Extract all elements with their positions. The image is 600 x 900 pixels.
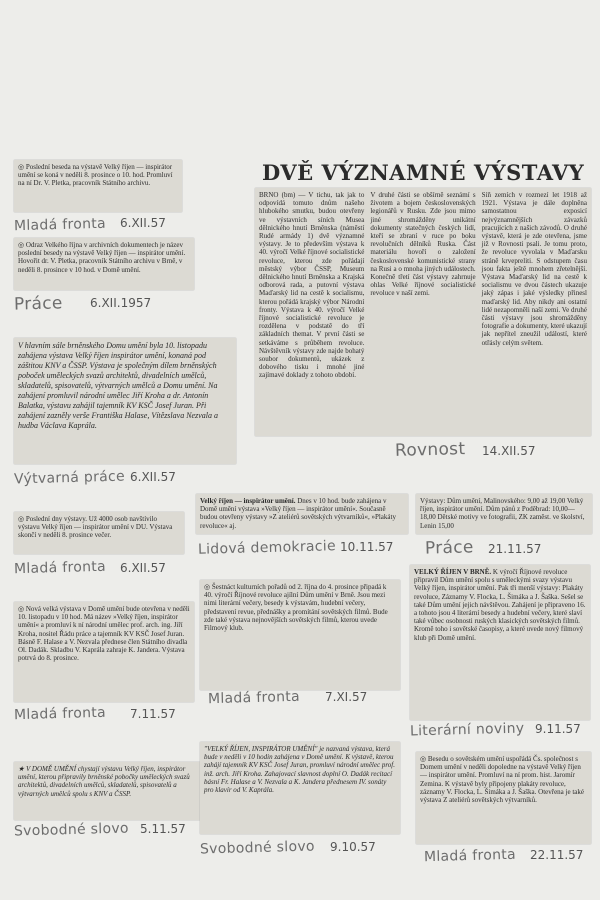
- clipping-4-source: Mladá fronta: [13, 558, 107, 578]
- clipping-5-date: 7.11.57: [130, 707, 176, 721]
- clipping-11-source: Literární noviny: [409, 720, 525, 740]
- clipping-3-source: Výtvarná práce: [13, 468, 126, 488]
- feature-date: 14.XII.57: [482, 444, 536, 458]
- clipping-11-date: 9.11.57: [535, 722, 581, 736]
- clipping-11: [410, 565, 590, 720]
- clipping-3: [14, 338, 236, 464]
- clipping-12-source: Svobodné slovo: [199, 838, 316, 858]
- clipping-10-source: Mladá fronta: [207, 688, 301, 708]
- clipping-2: [14, 238, 194, 290]
- clipping-4-date: 6.XII.57: [120, 561, 166, 575]
- clipping-9: [416, 494, 592, 534]
- clipping-2-source: Práce: [13, 293, 63, 315]
- clipping-5: [14, 602, 194, 702]
- clipping-13-date: 22.11.57: [530, 848, 584, 862]
- clipping-9-source: Práce: [424, 537, 474, 559]
- clipping-8-text: Dnes v 10 hod. bude zahájena v Domě umění výstava »Velký říjen — inspirátor umění«. Současně budou otevřeny výstavy »Z ateliérů sovětských výtvarníků«, »Plakáty revoluce« aj.: [200, 497, 396, 530]
- clipping-9-text: Výstavy: Dům umění, Malinovského: 9,00 až 19,00 Velký říjen, inspirátor umění. Dům pánů z Poděbrad: 10,00—18,00 Dětské motivy ve fotografii, ZK zaměst. ve školství, Lenin 15,00: [420, 497, 585, 530]
- feature-title: DVĚ VÝZNAMNÉ VÝSTAVY: [262, 160, 585, 185]
- feature-article: [255, 188, 591, 436]
- clipping-11-text: K výročí Říjnové revoluce připravil Dům umění spolu s uměleckými svazy výstavu Velký říjen, inspirátor umění. Pak tři menší výstavy: Plakáty revoluce, Záznamy V. Flocka, L. Šimáka a J. Šaška. Sešel se také Dům umění jejich návštěvou. Zahájení je připraveno 16. a tohoto jsou 4 literární besedy a hudební večery, které slaví také vůbec osobnosti ruských klasických sovětských filmů. Kromě toho i sovětské časopisy, a které uvede nový filmový klub při Domě umění.: [414, 568, 586, 642]
- feature-col-1: BRNO (bm) — V tichu, tak jak to odpovídá tomuto dnům našeho hlubokého smutku, budou otevřeny ve výstavních síních Musea dělnického hnutí Brněnska (náměstí Rudé armády 1) dvě významné výstavy. Je to především výstava k 40. výročí Velké říjnové socialistické revoluce, kterou zde pořádají městský výbor ČSSP, Museum dělnického hnutí Brněnska a Krajská odborová rada, a putovní výstava Maďarský lid na cestě k socialismu, kterou pořádá krajský výbor Národní fronty. Výstava k 40. výročí Velké říjnové socialistické revoluce je rozdělena v podstatě do tří základních themat. V první části se setkáváme s průběhem revoluce. Návštěvník výstavy zde najde bohatý soubor dokumentů, ukázek z dobového tisku i mnohé jiné zajímavé doklady z tohoto období.: [259, 191, 365, 380]
- clipping-9-date: 21.11.57: [488, 542, 542, 556]
- clipping-1-date: 6.XII.57: [120, 216, 166, 230]
- clipping-8-headline: Velký říjen — inspirátor umění.: [200, 497, 296, 505]
- clipping-6-source: Svobodné slovo: [13, 820, 130, 840]
- clipping-11-title: VELKÝ ŘÍJEN V BRNĚ.: [414, 568, 492, 576]
- clipping-3-date: 6.XII.57: [130, 470, 176, 484]
- clipping-8: [196, 494, 408, 534]
- feature-col-2: V druhé části se obšírně seznámí s životem a bojem československých legionářů v Rusku. Zde jsou mimo jiné shromážděny unikátní dokumenty statečných českých lidí, kteří se zbraní v ruce po boku revolučních dělníků Ruska. Část materiálu hovoří o založení československé komunistické strany na Rusi a o mnoha jiných událostech. Konečně třetí část výstavy zahrnuje ohlas Velké říjnové socialistické revoluce v naší zemi.: [370, 191, 476, 298]
- clipping-8-source: Lidová demokracie: [197, 538, 337, 558]
- clipping-13: [416, 752, 591, 844]
- clipping-13-source: Mladá fronta: [423, 846, 517, 866]
- clipping-1: [14, 160, 182, 212]
- clipping-1-text: ◎ Poslední beseda na výstavě Velký říjen — inspirátor umění se koná v neděli 8. prosince o 10. hod. Promluví na ní Dr. V. Pletka, pracovník Státního archivu.: [18, 163, 173, 188]
- clipping-6-date: 5.11.57: [140, 822, 186, 836]
- clipping-1-source: Mladá fronta: [13, 215, 107, 235]
- clipping-5-source: Mladá fronta: [13, 704, 107, 724]
- clipping-10: [200, 580, 400, 690]
- clipping-12-date: 9.10.57: [330, 840, 376, 854]
- clipping-12: [200, 742, 400, 834]
- clipping-6-text: ★ V DOMĚ UMĚNÍ chystají výstavu Velký říjen, inspirátor umění, kterou připravily brněnské pobočky uměleckých svazů architektů, divadelních umělců, skladatelů, spisovatelů a výtvarných umělců spolu s KNV a ČSSP.: [18, 765, 190, 798]
- clipping-13-text: ◎ Besedu o sovětském umění uspořádá Čs. společnost s Domem umění v neděli dopoledne na výstavě Velký říjen — inspirátor umění. Promluví na ní prom. hist. Jaromír Zemina. K výstavě byly připojeny plakáty revoluce, záznamy V. Flocka, L. Šimáka a J. Šaška. Otevřena je také výstava Z ateliérů sovětských výtvarníků.: [420, 755, 584, 805]
- clipping-10-text: ◎ Šestnáct kulturních pořadů od 2. října do 4. prosince připadá k 40. výročí Říjnové revoluce ajílní Dům umění v Brně. Jsou mezi nimi literární večery, besedy k výstavám, hudební večery, představení revue, přednášky a promítání sovětských filmů. Bude zde také výstava nejnovějších sovětských filmů, kterou uvede Filmový klub.: [204, 583, 388, 633]
- clipping-5-text: ◎ Nová velká výstava v Domě umění bude otevřena v neděli 10. listopadu v 10 hod. Má název »Velký říjen, inspirátor umění« a promluví k ní národní umělec prof. arch. ing. Jiří Kroha, nositel Řádu práce a tajemník KV KSČ Josef Juran. Básně F. Halase a V. Nezvala přednese člen Státního divadla Ol. Dadák. Skladbu V. Kaprála zahraje K. Jandera. Výstava potrvá do 8. prosince.: [18, 605, 190, 663]
- clipping-3-text: V hlavním sále brněnského Domu umění byla 10. listopadu zahájena výstava Velký říjen inspirátor umění, konaná pod záštitou KNV a ČSSP. Výstava je společným dílem brněnských poboček uměleckých svazů architektů, divadelních umělců, skladatelů, spisovatelů, výtvarných umělců a Domu umění. Na zahájení promluvil národní umělec Jiří Kroha a dr. Antonín Balatka, výstavu zahájil tajemník KV KSČ Josef Juran. Při zahájení zazněly verše Františka Halase, Vítězslava Nezvala a hudba Václava Kaprála.: [18, 341, 218, 430]
- clipping-8-date: 10.11.57: [340, 540, 394, 554]
- clipping-12-text: "VELKÝ ŘÍJEN, INSPIRÁTOR UMĚNÍ" je nazvaná výstava, která bude v neděli v 10 hodin zahájena v Domě umění. K výstavě, kterou zahájí tajemník KV KSČ Josef Juran, promluví národní umělec prof. inž. arch. Jiří Kroha. Zahajovací slavnost doplní O. Dadák recitací básní Fr. Halase a V. Nezvala a K. Jandera přednesem IV. sonáty pro klavír od V. Kaprála.: [204, 745, 395, 795]
- clipping-4-text: ◎ Poslední dny výstavy. Už 4000 osob navštívilo výstavu Velký říjen — inspirátor umění v DU. Výstava skončí v neděli 8. prosince večer.: [18, 515, 173, 540]
- clipping-4: [14, 512, 184, 554]
- clipping-2-date: 6.XII.1957: [90, 296, 152, 310]
- clipping-10-date: 7.XI.57: [325, 690, 368, 704]
- clipping-6: [14, 762, 204, 820]
- feature-col-3: Síň zemích v rozmezí let 1918 až 1921. Výstava je dále doplněna samostatnou exposicí nejvýznamnějších závazků pracujících z našich závodů. O druhé výstavě, která je zde otevřena, jsme již v Rovnosti psali. Je tomu proto, že revoluce vyvolala v Maďarsku stráně krvepreliti. S odstupem času jsou fakta ještě mnohem zřetelnější. Výstava Maďarský lid na cestě k socialismu ve dvou částech ukazuje jaký zápas i jaké výsledky přinesl maďarský lid. Aby nikdy ani ostatní lidé nezapomněli naší zemi. Ve druhé části výstavy jsou shromážděny fotografie a dokumenty, které ukazují jak nepřítel zneužil událostí, které otřásly celým světem.: [481, 191, 587, 347]
- feature-source: Rovnost: [394, 439, 466, 461]
- clipping-2-text: ◎ Odraz Velkého října v archivních dokumentech je název poslední besedy na výstavě Velký říjen — inspirátor umění. Hovořit dr. V. Pletka, pracovník Státního archivu v Brně, v neděli 8. prosince v 10 hod. v Domě umění.: [18, 241, 186, 274]
